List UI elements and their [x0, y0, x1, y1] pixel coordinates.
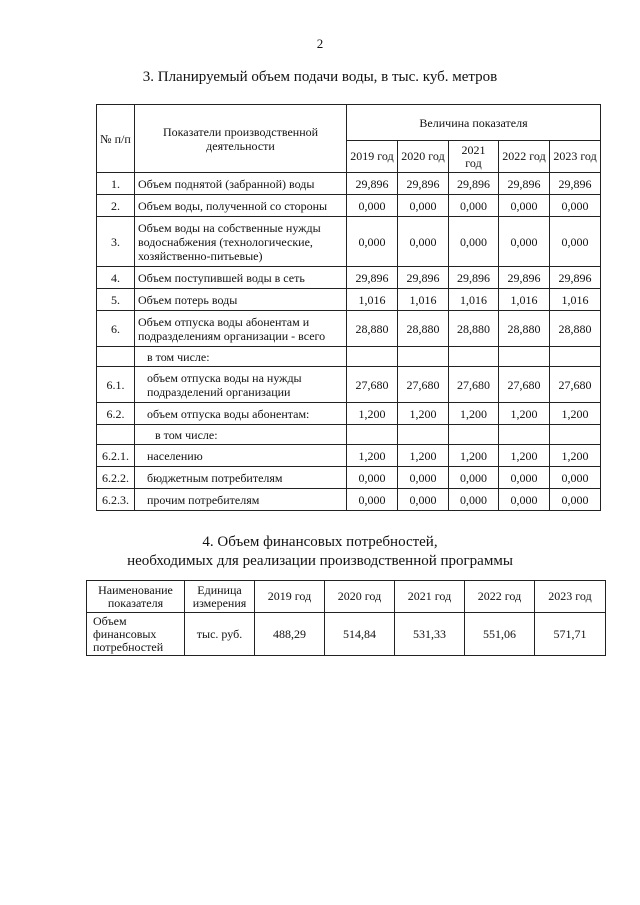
row-value	[347, 347, 398, 367]
row-value: 0,000	[449, 195, 499, 217]
row-label: объем отпуска воды абонентам:	[135, 403, 347, 425]
header-year: 2023 год	[550, 141, 601, 173]
row-value: 1,200	[398, 403, 449, 425]
row-label: Объем потерь воды	[135, 289, 347, 311]
row-value: 0,000	[550, 217, 601, 267]
header-year: 2022 год	[499, 141, 550, 173]
row-value: 571,71	[535, 613, 606, 656]
table-row	[97, 489, 601, 511]
row-number	[97, 425, 135, 445]
row-value: 0,000	[347, 489, 398, 511]
row-value: 0,000	[398, 217, 449, 267]
table-row	[97, 195, 601, 217]
row-value: 29,896	[550, 173, 601, 195]
row-label: Объем поднятой (забранной) воды	[135, 173, 347, 195]
row-value: 514,84	[325, 613, 395, 656]
financial-needs-table	[86, 580, 606, 656]
table-row	[97, 403, 601, 425]
header-number: № п/п	[97, 105, 135, 173]
row-label: прочим потребителям	[135, 489, 347, 511]
row-value: 0,000	[449, 489, 499, 511]
row-value: 1,200	[347, 403, 398, 425]
row-value: 27,680	[499, 367, 550, 403]
table-row	[97, 445, 601, 467]
row-value	[499, 347, 550, 367]
row-value: 29,896	[398, 267, 449, 289]
row-value: 531,33	[395, 613, 465, 656]
row-value: 1,200	[550, 403, 601, 425]
row-number: 6.2.	[97, 403, 135, 425]
row-label: бюджетным потребителям	[135, 467, 347, 489]
row-value: 29,896	[347, 267, 398, 289]
row-number: 6.2.1.	[97, 445, 135, 467]
row-value: 29,896	[499, 173, 550, 195]
row-value: 28,880	[347, 311, 398, 347]
row-number: 4.	[97, 267, 135, 289]
header-year: 2023 год	[535, 581, 606, 613]
row-value: 0,000	[347, 467, 398, 489]
row-value: 1,016	[449, 289, 499, 311]
row-value: 0,000	[499, 195, 550, 217]
row-value: 29,896	[398, 173, 449, 195]
row-value: 29,896	[499, 267, 550, 289]
header-year: 2020 год	[398, 141, 449, 173]
row-value: 0,000	[550, 195, 601, 217]
section-4-title-line1: 4. Объем финансовых потребностей,	[202, 534, 438, 550]
page-number: 2	[316, 36, 324, 51]
header-unit: Единица измерения	[185, 581, 255, 613]
row-value: 1,016	[398, 289, 449, 311]
row-value	[449, 425, 499, 445]
row-value: 27,680	[347, 367, 398, 403]
header-year: 2022 год	[465, 581, 535, 613]
row-value: 1,200	[398, 445, 449, 467]
row-value: 1,200	[449, 445, 499, 467]
row-number: 2.	[97, 195, 135, 217]
header-year: 2019 год	[347, 141, 398, 173]
row-value: 29,896	[449, 267, 499, 289]
header-year: 2021 год	[449, 141, 499, 173]
row-value	[499, 425, 550, 445]
row-value: 29,896	[550, 267, 601, 289]
row-value	[398, 425, 449, 445]
row-value: 28,880	[449, 311, 499, 347]
row-value: 0,000	[550, 489, 601, 511]
table-row	[97, 267, 601, 289]
row-value: 1,200	[550, 445, 601, 467]
row-value: 28,880	[398, 311, 449, 347]
section-3-title: 3. Планируемый объем подачи воды, в тыс. куб. метров	[142, 69, 498, 85]
row-value: 27,680	[550, 367, 601, 403]
row-value: 27,680	[398, 367, 449, 403]
table-row	[97, 311, 601, 347]
row-label: населению	[135, 445, 347, 467]
row-number: 6.2.3.	[97, 489, 135, 511]
row-value: 0,000	[499, 489, 550, 511]
row-value: 28,880	[550, 311, 601, 347]
row-value: 1,200	[499, 403, 550, 425]
table-row	[97, 425, 601, 445]
row-value: 1,200	[499, 445, 550, 467]
row-value: 0,000	[499, 467, 550, 489]
table-row	[97, 217, 601, 267]
row-label: объем отпуска воды на нужды подразделений организации	[135, 367, 347, 403]
row-value: 1,200	[347, 445, 398, 467]
table-row	[97, 367, 601, 403]
table-row	[97, 347, 601, 367]
row-number: 6.	[97, 311, 135, 347]
row-value	[550, 425, 601, 445]
row-number: 6.2.2.	[97, 467, 135, 489]
row-value: 1,016	[347, 289, 398, 311]
section-4-title	[0, 533, 640, 571]
table-row	[97, 173, 601, 195]
header-indicators: Показатели производственной деятельности	[135, 105, 347, 173]
row-value: 0,000	[347, 217, 398, 267]
row-number: 1.	[97, 173, 135, 195]
header-name: Наименование показателя	[87, 581, 185, 613]
row-value: 27,680	[449, 367, 499, 403]
header-year: 2019 год	[255, 581, 325, 613]
row-number	[97, 347, 135, 367]
row-label: Объем воды на собственные нужды водоснабжения (технологические, хозяйственно-питьевые)	[135, 217, 347, 267]
header-year: 2021 год	[395, 581, 465, 613]
row-unit: тыс. руб.	[185, 613, 255, 656]
row-label: Объем поступившей воды в сеть	[135, 267, 347, 289]
row-number: 3.	[97, 217, 135, 267]
row-value: 0,000	[347, 195, 398, 217]
header-year: 2020 год	[325, 581, 395, 613]
row-label: в том числе:	[135, 347, 347, 367]
row-value: 0,000	[550, 467, 601, 489]
row-value: 1,016	[550, 289, 601, 311]
header-value-group: Величина показателя	[347, 105, 601, 141]
row-value: 0,000	[499, 217, 550, 267]
row-value: 1,016	[499, 289, 550, 311]
row-value: 0,000	[449, 467, 499, 489]
row-value: 0,000	[398, 489, 449, 511]
table-row	[97, 289, 601, 311]
row-value: 0,000	[398, 467, 449, 489]
row-value	[550, 347, 601, 367]
section-4-title-line2: необходимых для реализации производственной программы	[127, 553, 513, 569]
row-value: 29,896	[347, 173, 398, 195]
row-number: 5.	[97, 289, 135, 311]
row-value	[398, 347, 449, 367]
water-supply-table	[96, 104, 601, 511]
table-row	[97, 467, 601, 489]
row-value: 28,880	[499, 311, 550, 347]
row-value: 0,000	[398, 195, 449, 217]
row-value: 488,29	[255, 613, 325, 656]
row-value: 551,06	[465, 613, 535, 656]
row-label: в том числе:	[135, 425, 347, 445]
row-name: Объем финансовых потребностей	[87, 613, 185, 656]
row-value: 0,000	[449, 217, 499, 267]
row-number: 6.1.	[97, 367, 135, 403]
row-label: Объем воды, полученной со стороны	[135, 195, 347, 217]
row-value	[347, 425, 398, 445]
row-value: 1,200	[449, 403, 499, 425]
row-value	[449, 347, 499, 367]
row-label: Объем отпуска воды абонентам и подразделениям организации - всего	[135, 311, 347, 347]
row-value: 29,896	[449, 173, 499, 195]
